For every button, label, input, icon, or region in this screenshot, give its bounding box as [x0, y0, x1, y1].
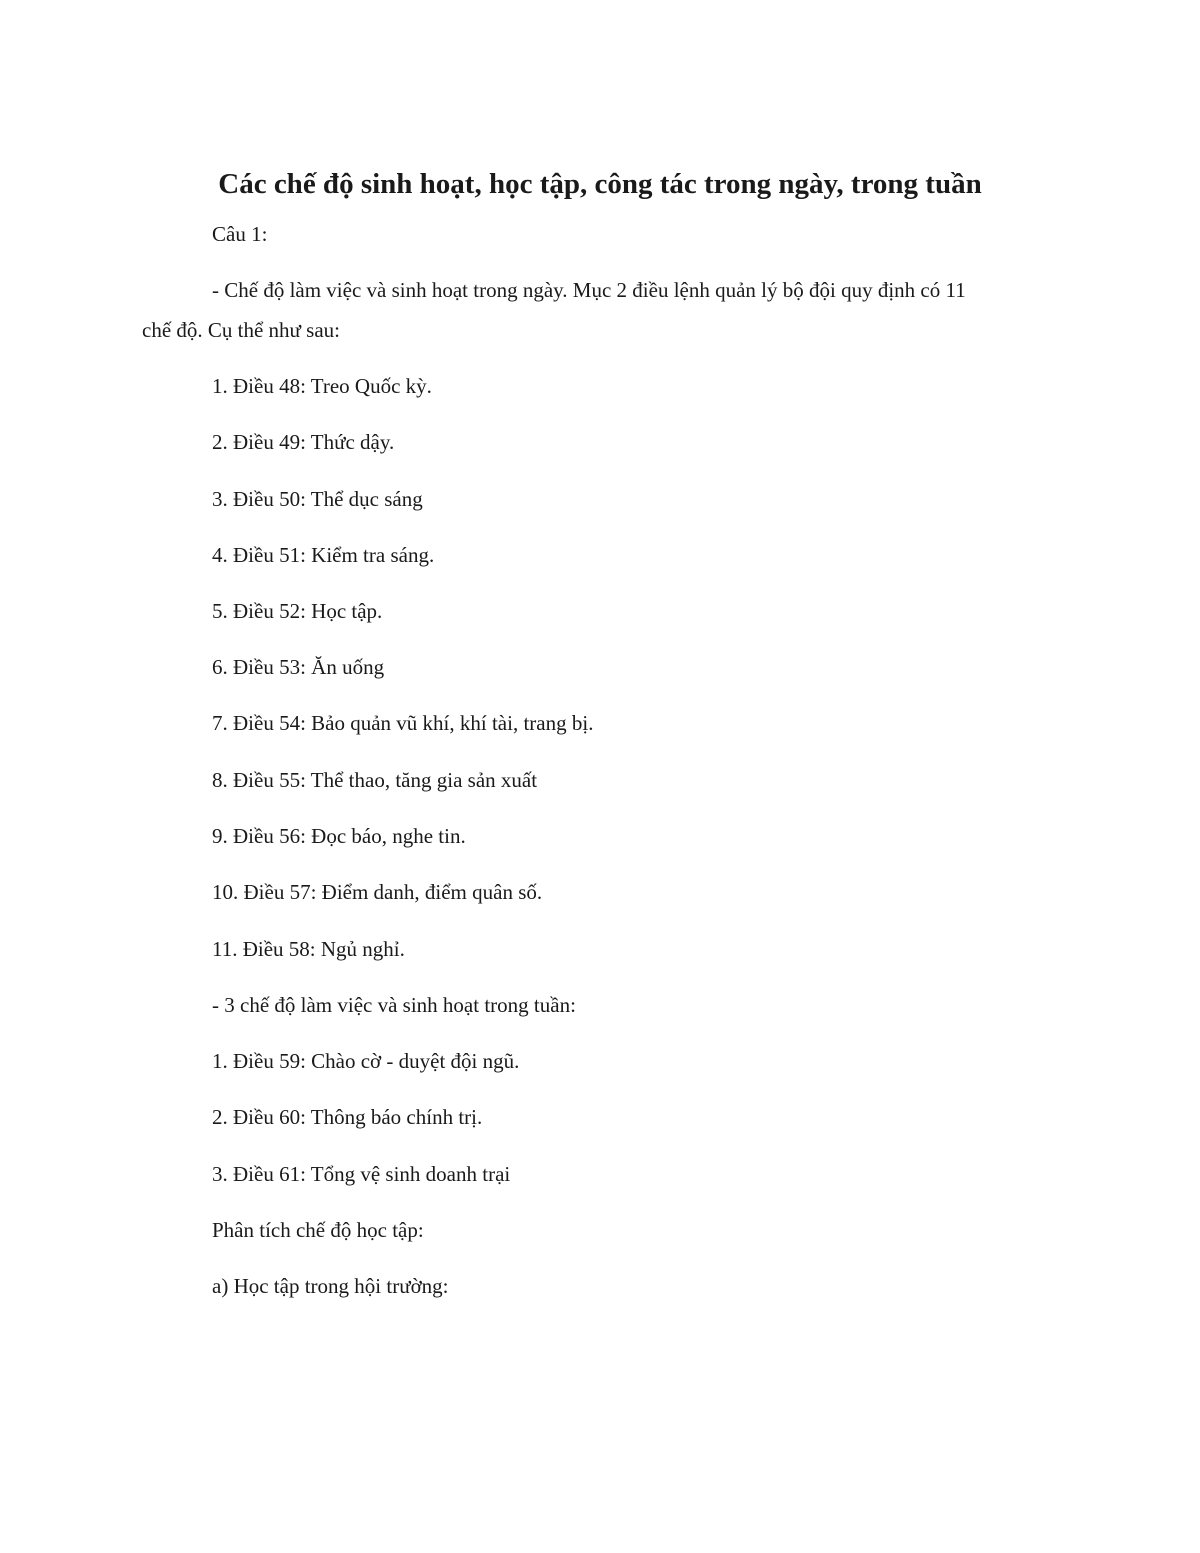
analysis-heading: Phân tích chế độ học tập: [212, 1218, 424, 1242]
daily-intro-line-1: - Chế độ làm việc và sinh hoạt trong ngày. Mục 2 điều lệnh quản lý bộ đội quy định có 11 [212, 278, 966, 302]
list-item: 3. Điều 61: Tổng vệ sinh doanh trại [212, 1162, 511, 1186]
list-item: 7. Điều 54: Bảo quản vũ khí, khí tài, trang bị. [212, 711, 594, 735]
list-item: 6. Điều 53: Ăn uống [212, 655, 385, 679]
weekly-intro: - 3 chế độ làm việc và sinh hoạt trong tuần: [212, 993, 576, 1017]
list-item: 4. Điều 51: Kiểm tra sáng. [212, 543, 435, 567]
analysis-item-a: a) Học tập trong hội trường: [212, 1274, 449, 1298]
list-item: 3. Điều 50: Thể dục sáng [212, 487, 423, 511]
document-title: Các chế độ sinh hoạt, học tập, công tác trong ngày, trong tuần [218, 168, 982, 200]
list-item: 9. Điều 56: Đọc báo, nghe tin. [212, 824, 466, 848]
list-item: 2. Điều 60: Thông báo chính trị. [212, 1105, 483, 1129]
list-item: 1. Điều 59: Chào cờ - duyệt đội ngũ. [212, 1049, 520, 1073]
list-item: 1. Điều 48: Treo Quốc kỳ. [212, 374, 432, 398]
question-label: Câu 1: [212, 222, 268, 246]
list-item: 11. Điều 58: Ngủ nghỉ. [212, 937, 405, 961]
list-item: 5. Điều 52: Học tập. [212, 599, 383, 623]
list-item: 8. Điều 55: Thể thao, tăng gia sản xuất [212, 768, 538, 792]
daily-intro-line-2: chế độ. Cụ thể như sau: [142, 318, 341, 342]
list-item: 2. Điều 49: Thức dậy. [212, 430, 395, 454]
list-item: 10. Điều 57: Điểm danh, điểm quân số. [212, 880, 543, 904]
